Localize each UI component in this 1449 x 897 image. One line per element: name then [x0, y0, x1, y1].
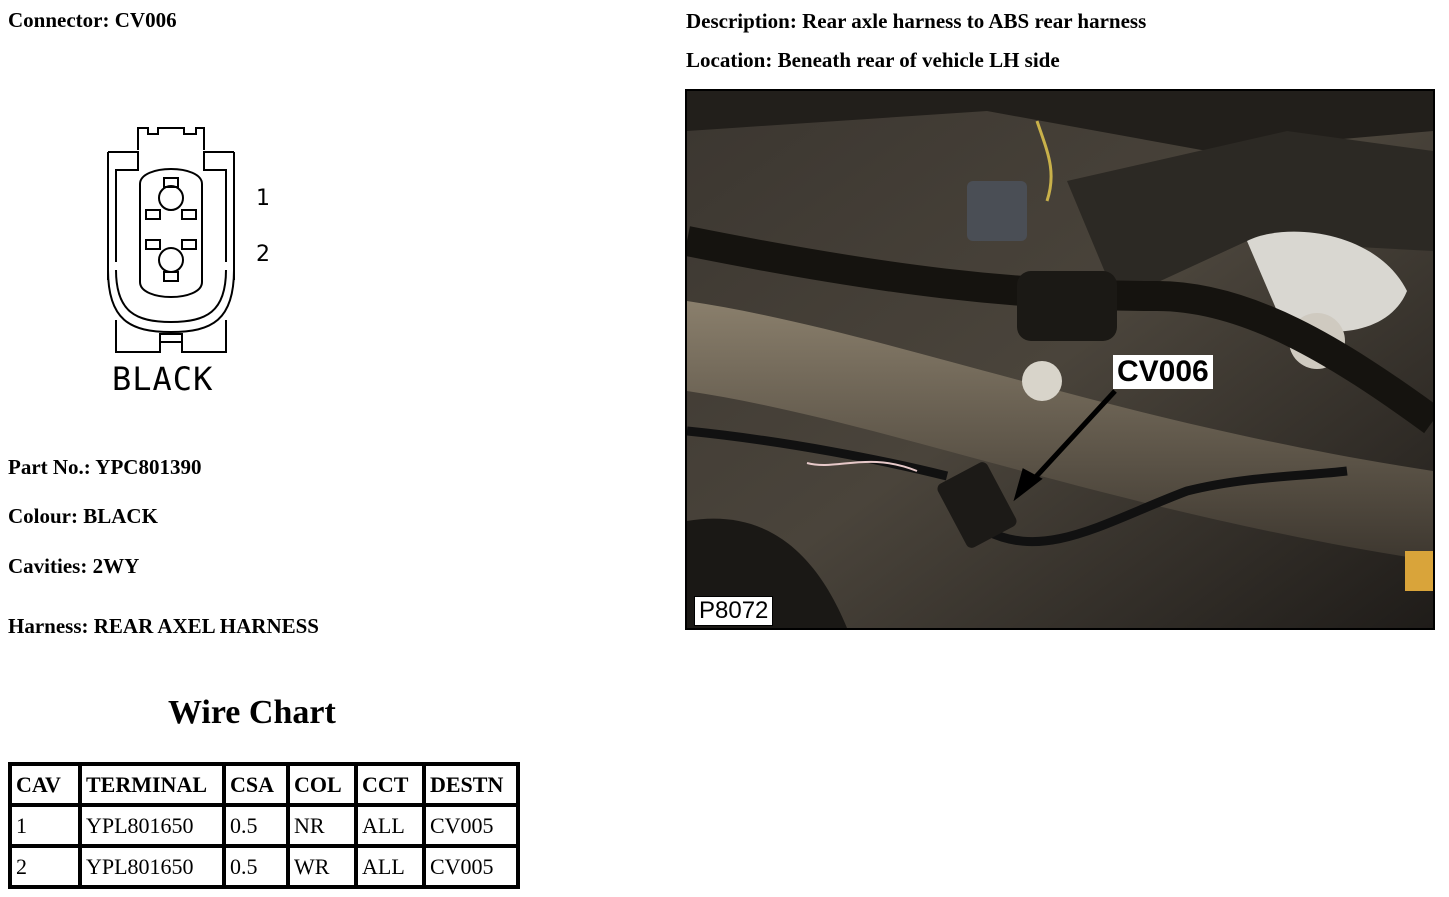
- location-photo: [685, 89, 1435, 630]
- column-header-cav: CAV: [11, 765, 81, 806]
- part-label: Part No.:: [8, 455, 91, 479]
- location-label: Location:: [686, 48, 773, 72]
- wire-chart-title: Wire Chart: [168, 694, 336, 731]
- colour-line: [8, 504, 158, 529]
- diagram-color-label: BLACK: [112, 360, 214, 398]
- location-value: Beneath rear of vehicle LH side: [777, 48, 1060, 72]
- vehicle-underside-photo-icon: [687, 91, 1433, 628]
- table-header-row: [11, 765, 517, 806]
- table-row: [11, 806, 517, 847]
- cell-col: NR: [289, 806, 357, 847]
- cell-csa: 0.5: [225, 847, 289, 886]
- part-value: YPC801390: [95, 455, 202, 479]
- location-line: [686, 48, 1060, 73]
- pin-number-2: 2: [256, 242, 270, 267]
- cell-cct: ALL: [357, 847, 425, 886]
- connector-line: [8, 8, 177, 33]
- column-header-terminal: TERMINAL: [81, 765, 225, 806]
- description-value: Rear axle harness to ABS rear harness: [802, 9, 1147, 33]
- part-number-line: [8, 455, 201, 480]
- cell-destn: CV005: [425, 847, 517, 886]
- column-header-col: COL: [289, 765, 357, 806]
- cell-destn: CV005: [425, 806, 517, 847]
- description-line: [686, 9, 1146, 34]
- cell-csa: 0.5: [225, 806, 289, 847]
- harness-line: [8, 614, 319, 639]
- cell-col: WR: [289, 847, 357, 886]
- colour-label: Colour:: [8, 504, 78, 528]
- colour-value: BLACK: [83, 504, 158, 528]
- cell-cct: ALL: [357, 806, 425, 847]
- connector-value: CV006: [114, 8, 177, 32]
- cell-terminal: YPL801650: [81, 847, 225, 886]
- wire-chart-table: [8, 762, 520, 889]
- cell-cav: 2: [11, 847, 81, 886]
- harness-value: REAR AXEL HARNESS: [93, 614, 319, 638]
- cell-terminal: YPL801650: [81, 806, 225, 847]
- cavities-line: [8, 554, 139, 579]
- photo-reference-label: P8072: [694, 596, 773, 626]
- description-label: Description:: [686, 9, 797, 33]
- table-row: [11, 847, 517, 886]
- column-header-csa: CSA: [225, 765, 289, 806]
- column-header-destn: DESTN: [425, 765, 517, 806]
- column-header-cct: CCT: [357, 765, 425, 806]
- cavities-label: Cavities:: [8, 554, 88, 578]
- cavities-value: 2WY: [92, 554, 140, 578]
- pin-number-1: 1: [256, 186, 270, 211]
- photo-callout-label: CV006: [1113, 355, 1213, 389]
- connector-label: Connector:: [8, 8, 110, 32]
- harness-label: Harness:: [8, 614, 89, 638]
- cell-cav: 1: [11, 806, 81, 847]
